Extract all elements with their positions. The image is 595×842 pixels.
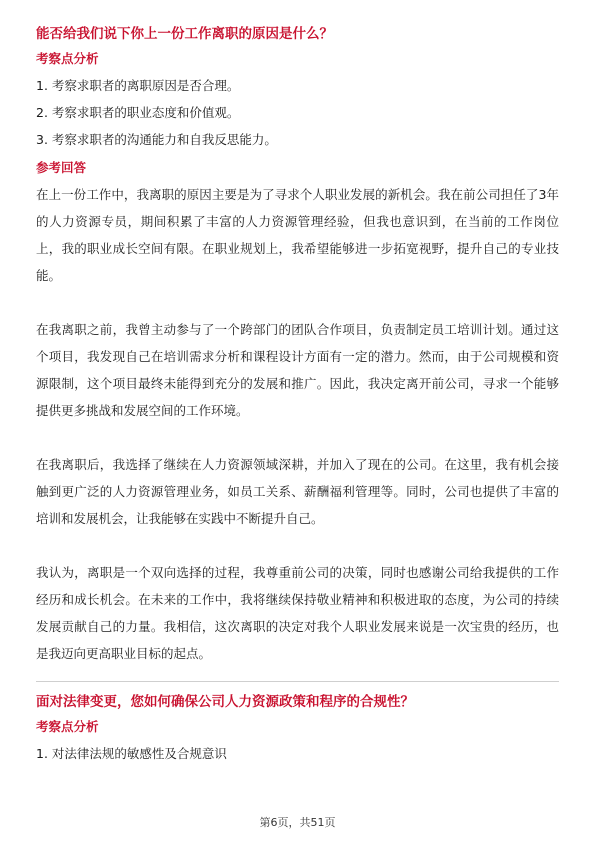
question-1-heading: 能否给我们说下你上一份工作离职的原因是什么？	[36, 26, 333, 42]
analysis-point: 3. 考察求职者的沟通能力和自我反思能力。	[36, 132, 277, 147]
analysis-label-1: 考察点分析	[36, 51, 99, 66]
section-divider	[36, 681, 559, 682]
analysis-point: 1. 考察求职者的离职原因是否合理。	[36, 78, 240, 93]
answer-paragraph: 我认为，离职是一个双向选择的过程，我尊重前公司的决策，同时也感谢公司给我提供的工作经历和成长机会。在未来的工作中，我将继续保持敬业精神和积极进取的态度，为公司的持续发展贡献自己的力量。我相信，这次离职的决定对我个人职业发展来说是一次宝贵的经历，也是我迈向更高职业目标的起点。	[36, 565, 559, 661]
answer-block-1	[36, 159, 559, 667]
page-content	[36, 24, 559, 773]
analysis-points-1	[36, 72, 559, 153]
answer-paragraph: 在我离职之前，我曾主动参与了一个跨部门的团队合作项目，负责制定员工培训计划。通过这个项目，我发现自己在培训需求分析和课程设计方面有一定的潜力。然而，由于公司规模和资源限制，这个项目最终未能得到充分的发展和推广。因此，我决定离开前公司，寻求一个能够提供更多挑战和发展空间的工作环境。	[36, 322, 559, 418]
analysis-points-2	[36, 740, 559, 767]
analysis-label-2: 考察点分析	[36, 719, 99, 734]
answer-paragraph: 在上一份工作中，我离职的原因主要是为了寻求个人职业发展的新机会。我在前公司担任了3年的人力资源专员，期间积累了丰富的人力资源管理经验，但我也意识到，在当前的工作岗位上，我的职业成长空间有限。在职业规划上，我希望能够进一步拓宽视野，提升自己的专业技能。	[36, 187, 559, 283]
analysis-point: 1. 对法律法规的敏感性及合规意识	[36, 746, 227, 761]
page-footer: 第6页，共51页	[259, 816, 336, 829]
question-2-heading: 面对法律变更，您如何确保公司人力资源政策和程序的合规性？	[36, 694, 414, 710]
answer-label-1: 参考回答	[36, 160, 87, 175]
answer-paragraph: 在我离职后，我选择了继续在人力资源领域深耕，并加入了现在的公司。在这里，我有机会接触到更广泛的人力资源管理业务，如员工关系、薪酬福利管理等。同时，公司也提供了丰富的培训和发展机会，让我能够在实践中不断提升自己。	[36, 457, 559, 526]
analysis-point: 2. 考察求职者的职业态度和价值观。	[36, 105, 240, 120]
